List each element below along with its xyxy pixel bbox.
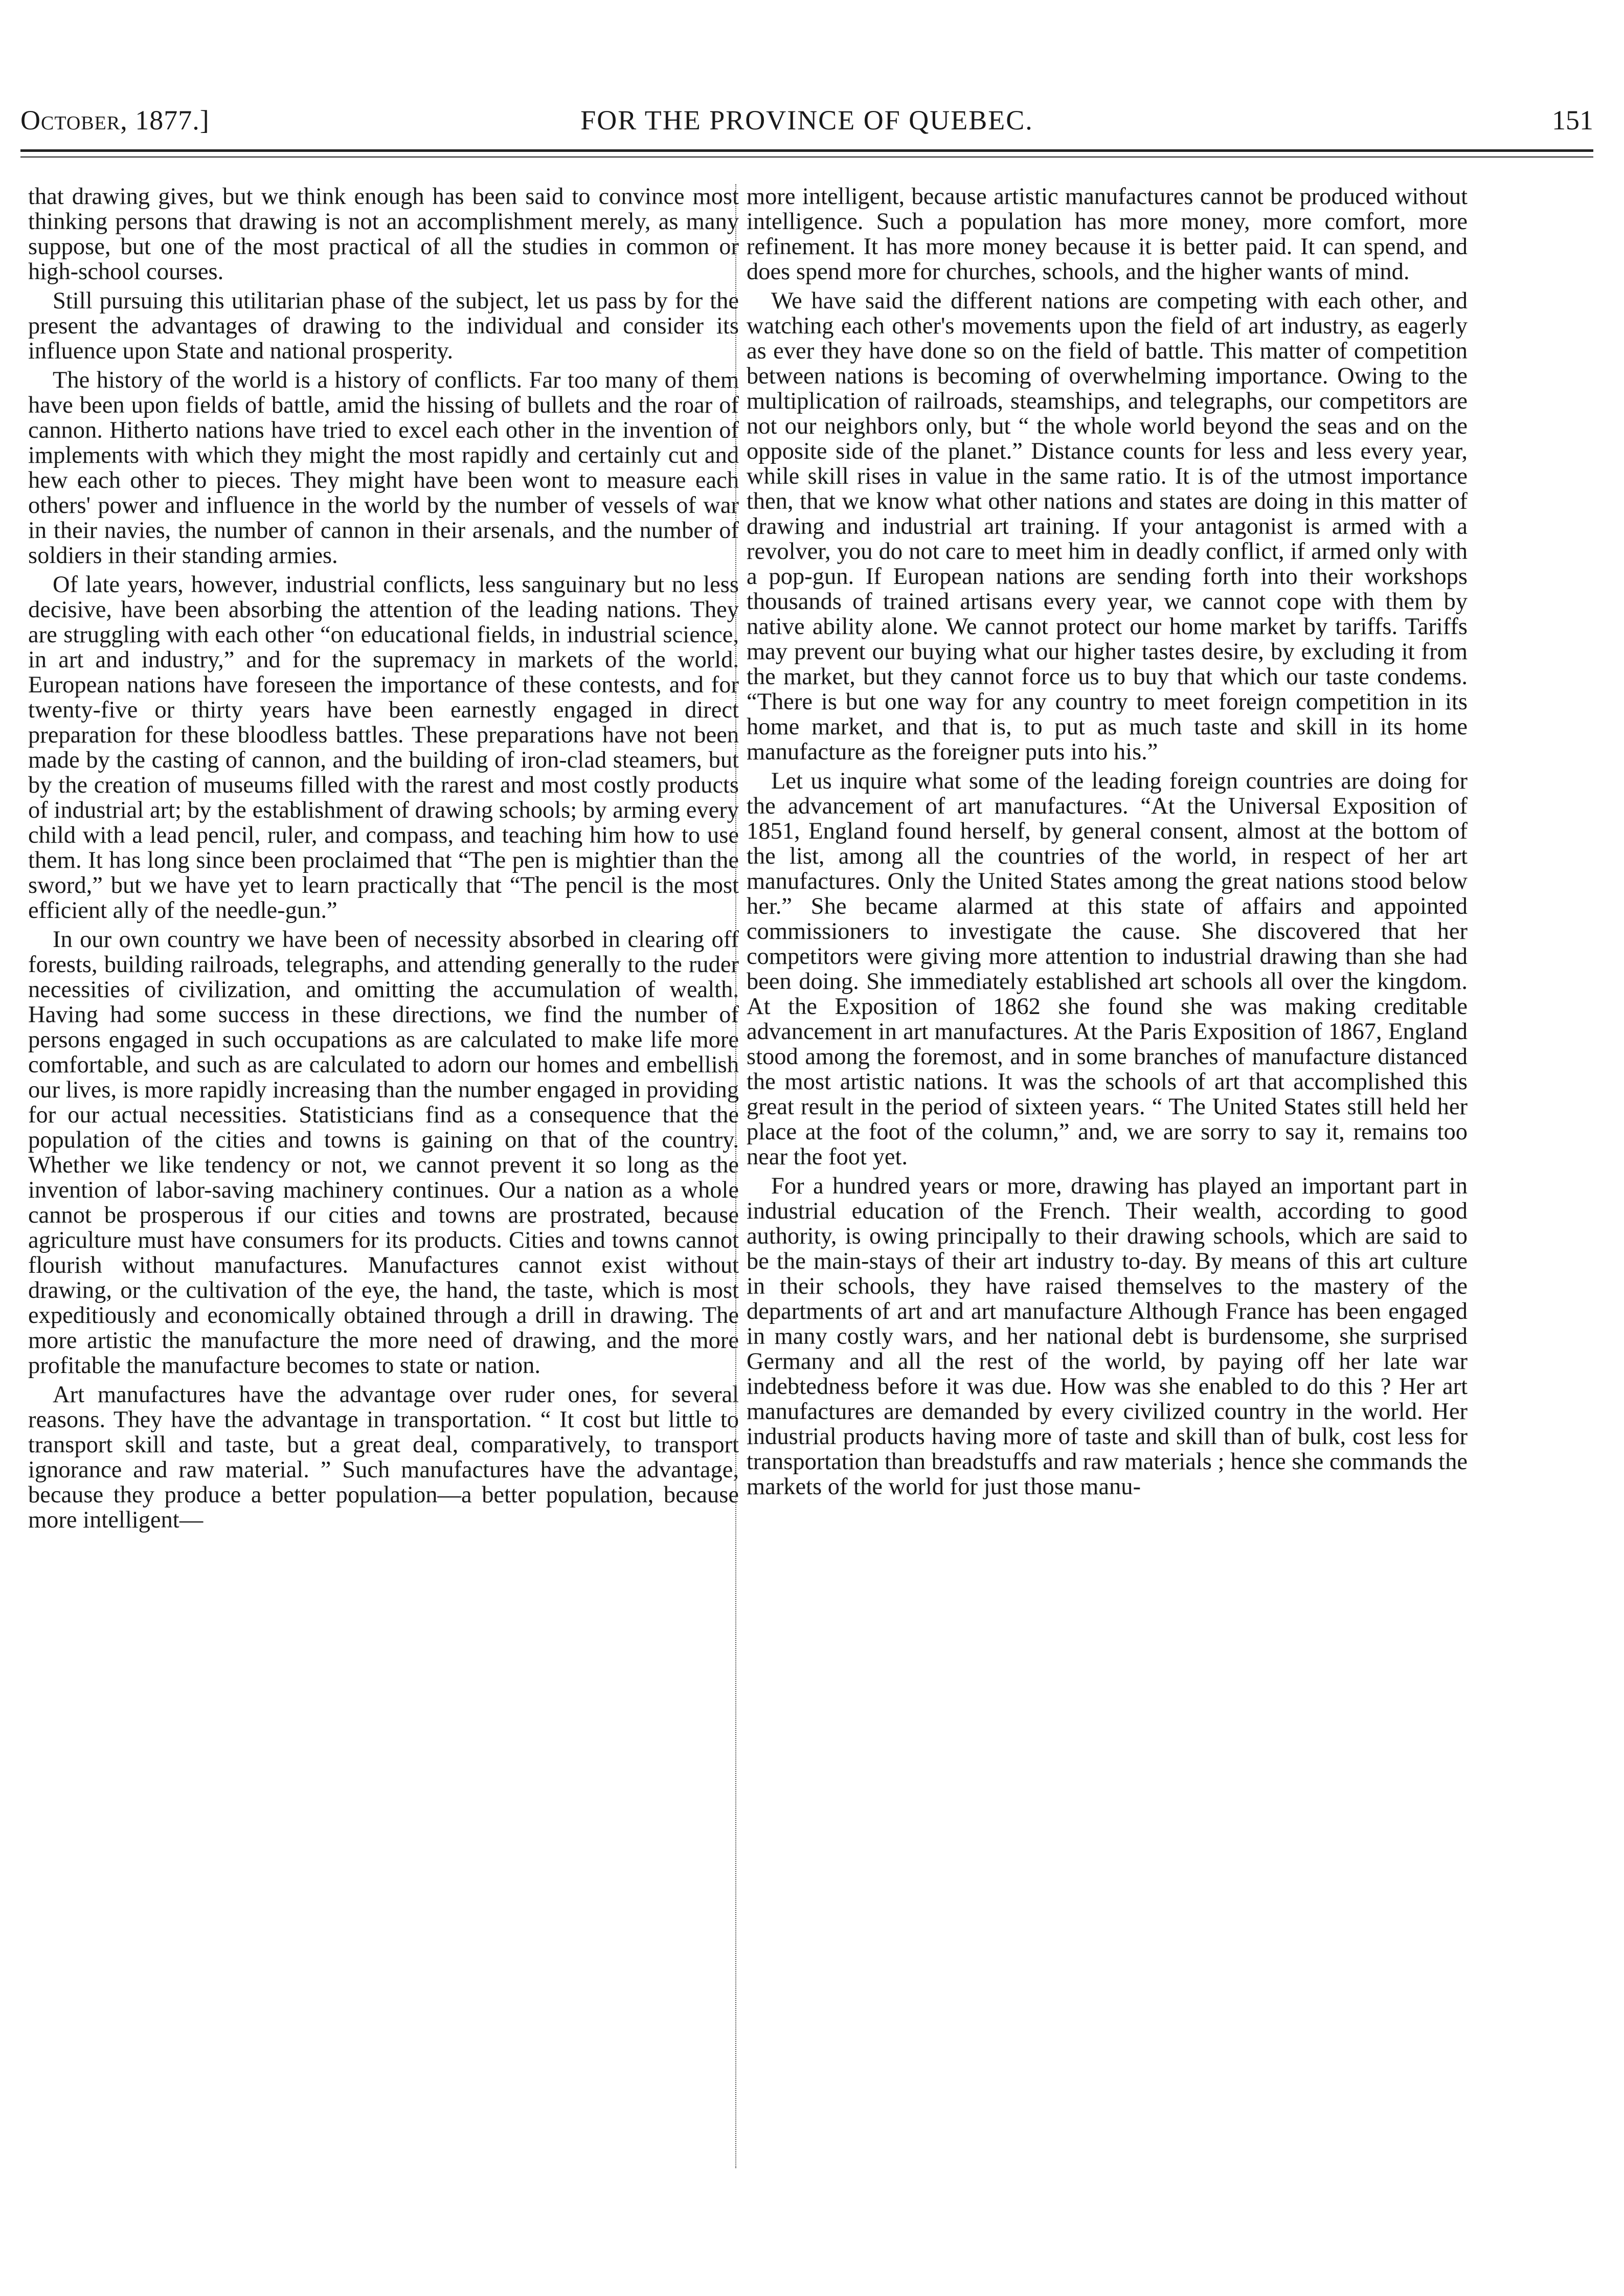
page-number: 151 — [1552, 105, 1593, 136]
paragraph: Still pursuing this utilitarian phase of the subject, let us pass by for the present the advantages of drawing to the individual and consider its influence upon State and national prosperity. — [28, 288, 739, 364]
header-date: October, 1877.] — [20, 105, 210, 136]
paragraph: The history of the world is a history of conflicts. Far too many of them have been upon fields of battle, amid the hissing of bullets and the roar of cannon. Hitherto nations have tried to excel each other in the invention of implements with which they might the most rapidly and certainly cut and hew each other to pieces. They might have been wont to measure each others' power and influence in the world by the number of vessels of war in their navies, the number of cannon in their arsenals, and the number of soldiers in their standing armies. — [28, 367, 739, 569]
paragraph: We have said the different nations are competing with each other, and watching each other's movements upon the field of art industry, as eagerly as ever they have done so on the field of battle. This matter of competition between nations is becoming of overwhelming importance. Owing to the multiplication of railroads, steamships, and telegraphs, our competitors are not our neighbors only, but “ the whole world beyond the seas and on the opposite side of the planet.” Distance counts for less and less every year, while skill rises in value in the same ratio. It is of the utmost importance then, that we know what other nations and states are doing in this matter of drawing and industrial art training. If your antagonist is armed with a revolver, you do not care to meet him in deadly conflict, if armed only with a pop-gun. If European nations are sending forth into their workshops thousands of trained artisans every year, we cannot cope with them by native ability alone. We cannot protect our home market by tariffs. Tariffs may prevent our buying what our higher tastes desire, by excluding it from the market, but they cannot force us to buy that which our taste condems. “There is but one way for any country to meet foreign competition in its home market, and that is, to put as much taste and skill in its home manufacture as the foreigner puts into his.” — [747, 288, 1468, 765]
running-header — [20, 97, 1593, 143]
paragraph: Of late years, however, industrial conflicts, less sanguinary but no less decisive, have been absorbing the attention of the leading nations. They are struggling with each other “on educational fields, in industrial science, in art and industry,” and for the supremacy in markets of the world. European nations have foreseen the importance of these contests, and for twenty-five or thirty years have been earnestly engaged in direct preparation for these bloodless battles. These preparations have not been made by the casting of cannon, and the building of iron-clad steamers, but by the creation of museums filled with the rarest and most costly products of industrial art; by the establishment of drawing schools; by arming every child with a lead pencil, ruler, and compass, and teaching him how to use them. It has long since been proclaimed that “The pen is mightier than the sword,” but we have yet to learn practically that “The pencil is the most efficient ally of the needle-gun.” — [28, 572, 739, 924]
header-rule-thin — [20, 156, 1593, 157]
paragraph: Let us inquire what some of the leading foreign countries are doing for the advancement of art manufactures. “At the Universal Exposition of 1851, England found herself, by general consent, almost at the bottom of the list, among all the countries of the world, in respect of her art manufactures. Only the United States among the great nations stood below her.” She became alarmed at this state of affairs and appointed commissioners to investigate the cause. She discovered that her competitors were giving more attention to industrial drawing than she had been doing. She immediately established art schools all over the kingdom. At the Exposition of 1862 she found she was making creditable advancement in art manufactures. At the Paris Exposition of 1867, England stood among the foremost, and in some branches of manufacture distanced the most artistic nations. It was the schools of art that accomplished this great result in the period of sixteen years. “ The United States still held her place at the foot of the column,” and, we are sorry to say it, remains too near the foot yet. — [747, 768, 1468, 1170]
left-column — [28, 184, 739, 1533]
paragraph: Art manufactures have the advantage over ruder ones, for several reasons. They have the advantage in transportation. “ It cost but little to transport skill and taste, but a great deal, comparatively, to transport ignorance and raw material. ” Such manufactures have the advantage, because they produce a better population—a better population, because more intelligent— — [28, 1382, 739, 1533]
paragraph: For a hundred years or more, drawing has played an important part in industrial education of the French. Their wealth, according to good authority, is owing principally to their drawing schools, which are said to be the main-stays of their art industry to-day. By means of this art culture in their schools, they have raised themselves to the mastery of the departments of art and art manufacture Although France has been engaged in many costly wars, and her national debt is burdensome, she surprised Germany and all the rest of the world, by paying off her late war indebtedness before it was due. How was she enabled to do this ? Her art manufactures are demanded by every civilized country in the world. Her industrial products having more of taste and skill than of bulk, cost less for transportation than breadstuffs and raw materials ; hence she commands the markets of the world for just those manu- — [747, 1173, 1468, 1500]
paragraph: that drawing gives, but we think enough has been said to convince most thinking persons that drawing is not an accomplishment merely, as many suppose, but one of the most practical of all the studies in common or high-school courses. — [28, 184, 739, 285]
paragraph: In our own country we have been of necessity absorbed in clearing off forests, building railroads, telegraphs, and attending generally to the ruder necessities of civilization, and omitting the accumulation of wealth. Having had some success in these directions, we find the number of persons engaged in such occupations as are calculated to make life more comfortable, and such as are calculated to adorn our homes and embellish our lives, is more rapidly increasing than the number engaged in providing for our actual necessities. Statisticians find as a consequence that the population of the cities and towns is gaining on that of the country. Whether we like tendency or not, we cannot prevent it so long as the invention of labor-saving machinery continues. Our a nation as a whole cannot be prosperous if our cities and towns are prostrated, because agriculture must have consumers for its products. Cities and towns cannot flourish without manufactures. Manufactures cannot exist without drawing, or the cultivation of the eye, the hand, the taste, which is most expeditiously and economically obtained through a drill in drawing. The more artistic the manufacture the more need of drawing, and the more profitable the manufacture becomes to state or nation. — [28, 927, 739, 1379]
header-title: FOR THE PROVINCE OF QUEBEC. — [580, 105, 1033, 136]
right-column — [747, 184, 1468, 1499]
header-rule-thick — [20, 149, 1593, 152]
column-divider — [735, 184, 736, 2168]
paragraph: more intelligent, because artistic manufactures cannot be produced without intelligence. Such a population has more money, more comfort, more refinement. It has more money because it is better paid. It can spend, and does spend more for churches, schools, and the higher wants of mind. — [747, 184, 1468, 285]
